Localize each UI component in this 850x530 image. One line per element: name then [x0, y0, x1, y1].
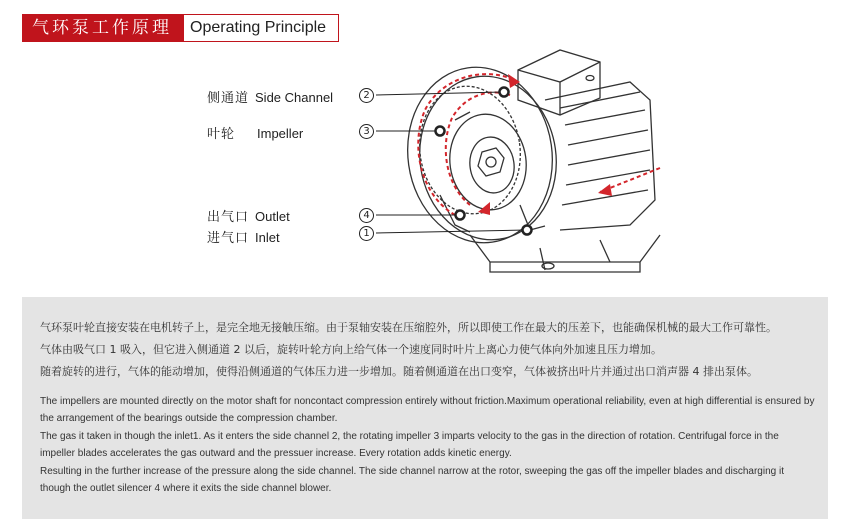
label-num-2: 2 [359, 88, 374, 103]
label-impeller: 叶轮 Impeller [207, 126, 304, 142]
label-num-3: 3 [359, 124, 374, 139]
description-cn-3: 随着旋转的进行，气体的能动增加，使得沿侧通道的气体压力进一步增加。随着侧通道在出口变窄，气体被挤出叶片并通过出口消声器 4 排出泵体。 [40, 365, 758, 378]
description-en-3: Resulting in the further increase of the pressure along the side channel. The side channel narrow at the rotor, sweeping the gas off the impeller blades and discharging it though the outlet silencer 4 where it exits the side channel blower. [40, 466, 784, 494]
side-channel [412, 80, 529, 221]
description-cn-1: 气环泵叶轮直接安装在电机转子上，是完全地无接触压缩。由于泵轴安装在压缩腔外，所以即使工作在最大的压差下，也能确保机械的最大工作可靠性。 [40, 321, 777, 334]
description-en-1: The impellers are mounted directly on the motor shaft for noncontact compression entirely without friction.Maximum operational reliability, even at high differential is ensured by the arrangement of the bearings outside the compression chamber. [40, 396, 815, 424]
description-panel [22, 297, 828, 519]
description-cn-2: 气体由吸气口 1 吸入，但它进入侧通道 2 以后，旋转叶轮方向上给气体一个速度同时叶片上离心力使气体向外加速且压力增加。 [40, 343, 662, 356]
label-outlet: 出气口 Outlet [207, 209, 290, 225]
label-side-channel: 侧通道 Side Channel [207, 90, 334, 106]
impeller [444, 109, 533, 215]
header-title-cn: 气环泵工作原理 [22, 14, 184, 42]
label-num-1: 1 [359, 226, 374, 241]
blower-housing [396, 58, 563, 252]
description-en-2: The gas it taken in though the inlet1. As it enters the side channel 2, the rotating impeller 3 imparts velocity to the gas in the direction of rotation. Centrifugal force in the impeller blades accelerates the gas outward and the pressuer increase. Every rotation adds kinetic energy. [40, 431, 779, 459]
label-num-4: 4 [359, 208, 374, 223]
motor-body [545, 82, 655, 230]
shaft-hub [478, 148, 504, 176]
inlet-arrow [598, 184, 612, 196]
label-inlet: 进气口 Inlet [207, 230, 280, 246]
header-title-en: Operating Principle [184, 14, 339, 42]
terminal-box [518, 50, 600, 115]
